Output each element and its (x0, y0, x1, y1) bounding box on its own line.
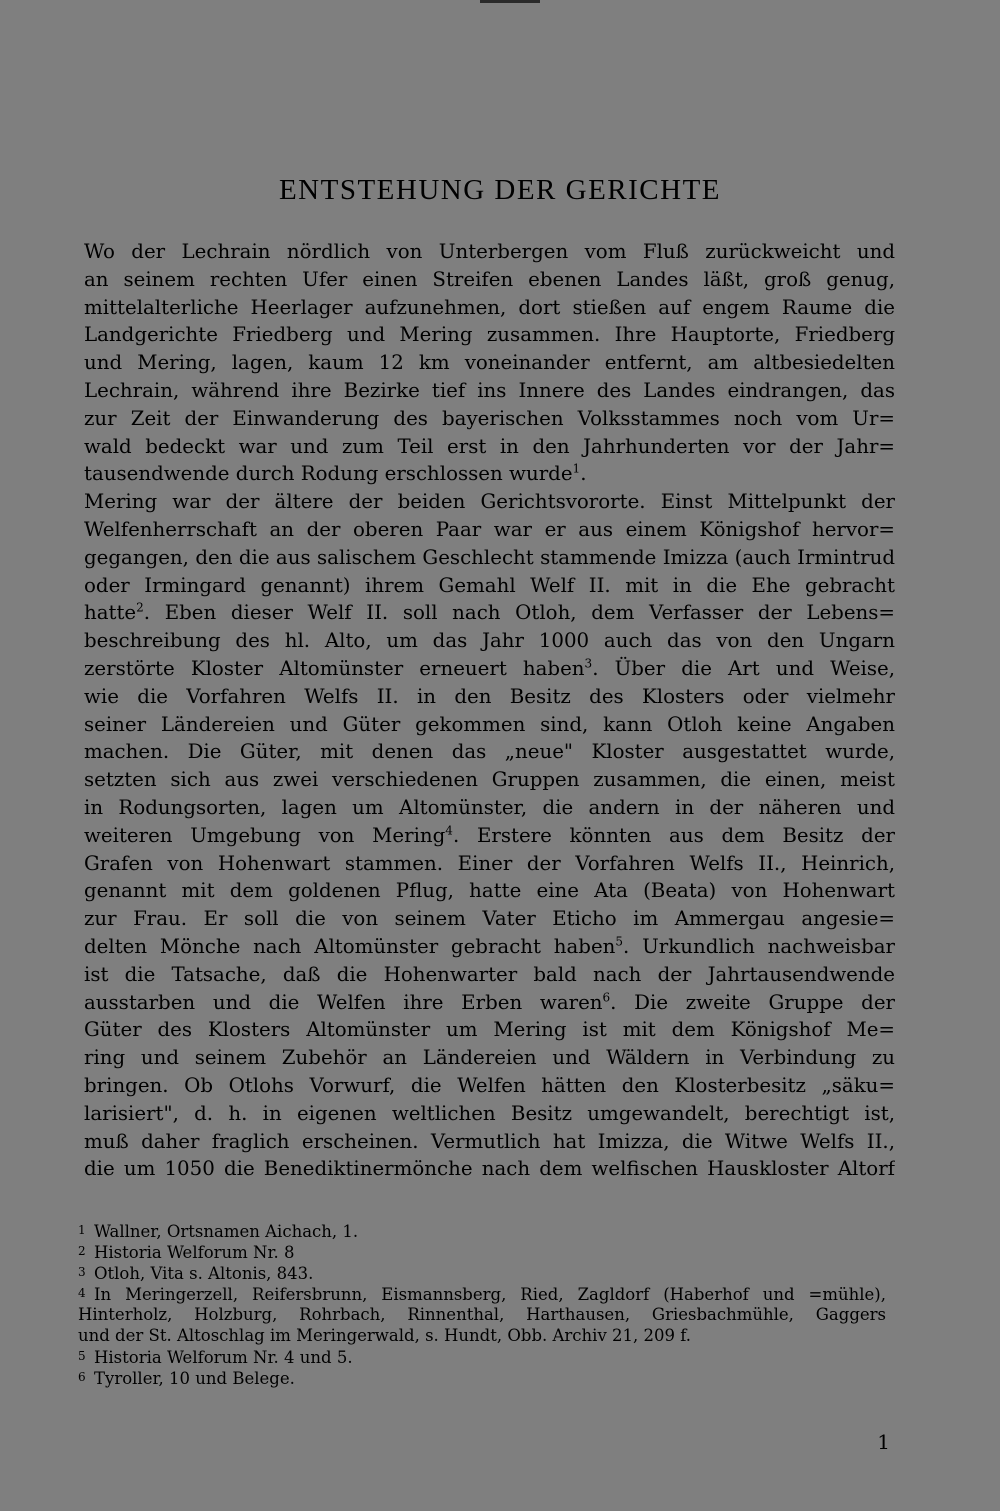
text-segment: . Eben dieser Welf II. soll nach Otloh, dem Verfasser der Lebens= (143, 601, 895, 625)
text-segment: bringen. Ob Otlohs Vorwurf, die Welfen hätten den Klosterbesitz „säku= (84, 1073, 895, 1097)
text-line (84, 905, 895, 933)
body-text (84, 238, 895, 1183)
footnote-line (78, 1283, 886, 1304)
text-segment: gegangen, den die aus salischem Geschlecht stammende Imizza (auch Irmintrud (84, 545, 895, 569)
scan-mark (480, 0, 540, 3)
footnote-text: Tyroller, 10 und Belege. (94, 1369, 295, 1388)
text-segment: ring und seinem Zubehör an Ländereien und Wäldern in Verbindung zu (84, 1046, 895, 1070)
chapter-title: ENTSTEHUNG DER GERICHTE (278, 174, 722, 206)
footnote-line (78, 1304, 886, 1325)
footnote-text: Otloh, Vita s. Altonis, 843. (94, 1264, 314, 1283)
text-segment: Welfenherrschaft an der oberen Paar war er aus einem Königshof hervor= (84, 517, 895, 541)
text-segment: beschreibung des hl. Alto, um das Jahr 1000 auch das von den Ungarn (84, 629, 895, 653)
text-line-last (84, 460, 895, 488)
text-line (84, 1155, 895, 1183)
text-line (84, 1044, 895, 1072)
footnote-6 (78, 1367, 886, 1388)
text-segment: in Rodungsorten, lagen um Altomünster, die andern in der näheren und (84, 795, 895, 819)
text-line: zur Zeit der Einwanderung des bayerischen Volksstammes noch vom Ur= (84, 406, 895, 430)
text-segment: ist die Tatsache, daß die Hohenwarter bald nach der Jahrtausendwende (84, 962, 895, 986)
text-segment: tausendwende durch Rodung erschlossen wurde (84, 462, 573, 486)
text-segment: setzten sich aus zwei verschiedenen Gruppen zusammen, die einen, meist (84, 768, 895, 792)
footnote-line (78, 1220, 886, 1241)
footnote-ref[interactable]: 2 (136, 600, 144, 615)
text-segment: larisiert", d. h. in eigenen weltlichen Besitz umgewandelt, berechtigt ist, (84, 1101, 895, 1125)
text-segment: ausstarben und die Welfen ihre Erben waren (84, 990, 603, 1014)
text-line (84, 738, 895, 766)
text-segment: . Urkundlich nachweisbar (623, 934, 895, 958)
footnote-number: 2 (78, 1244, 86, 1258)
text-line (84, 627, 895, 655)
text-line: Landgerichte Friedberg und Mering zusammen. Ihre Hauptorte, Friedberg (84, 323, 895, 347)
text-line (84, 961, 895, 989)
text-line (84, 989, 895, 1017)
text-segment: machen. Die Güter, mit denen das „neue" Kloster ausgestattet wurde, (84, 740, 895, 764)
footnotes (78, 1220, 886, 1388)
text-segment: hatte (84, 601, 137, 625)
text-segment: Güter des Klosters Altomünster um Mering ist mit dem Königshof Me= (84, 1018, 895, 1042)
text-line (84, 822, 895, 850)
footnote-2 (78, 1241, 886, 1262)
text-segment: Grafen von Hohenwart stammen. Einer der Vorfahren Welfs II., Heinrich, (84, 851, 895, 875)
text-line: und Mering, lagen, kaum 12 km voneinander entfernt, am altbesiedelten (84, 351, 895, 375)
footnote-text: In Meringerzell, Reifersbrunn, Eismannsberg, Ried, Zagldorf (Haberhof und =mühle), (94, 1285, 886, 1304)
footnote-line (78, 1367, 886, 1388)
text-line (84, 766, 895, 794)
text-line (84, 1128, 895, 1156)
text-line (84, 850, 895, 878)
text-segment: seiner Ländereien und Güter gekommen sind, kann Otloh keine Angaben (84, 712, 895, 736)
text-segment: . (580, 462, 587, 486)
text-line (84, 1072, 895, 1100)
footnote-ref[interactable]: 6 (602, 989, 611, 1004)
footnote-text: Wallner, Ortsnamen Aichach, 1. (94, 1222, 359, 1241)
footnote-ref[interactable]: 3 (584, 656, 593, 671)
footnote-line (78, 1346, 886, 1367)
footnote-line (78, 1241, 886, 1262)
text-segment: zerstörte Kloster Altomünster erneuert haben (84, 656, 585, 680)
footnote-4 (78, 1283, 886, 1346)
text-segment: muß daher fraglich erscheinen. Vermutlich hat Imizza, die Witwe Welfs II., (84, 1129, 895, 1153)
footnote-ref[interactable]: 1 (572, 461, 581, 476)
text-line (84, 877, 895, 905)
footnote-text: und der St. Altoschlag im Meringerwald, s. Hundt, Obb. Archiv 21, 209 f. (78, 1326, 692, 1345)
text-line (84, 1016, 895, 1044)
text-segment: delten Mönche nach Altomünster gebracht haben (84, 934, 616, 958)
text-line (84, 599, 895, 627)
footnote-ref[interactable]: 4 (445, 823, 453, 838)
text-line (84, 711, 895, 739)
text-segment: . Die zweite Gruppe der (610, 990, 895, 1014)
text-line (84, 933, 895, 961)
text-line: mittelalterliche Heerlager aufzunehmen, dort stießen auf engem Raume die (84, 295, 895, 319)
text-line: wald bedeckt war und zum Teil erst in den Jahrhunderten vor der Jahr= (84, 434, 895, 458)
paragraph-1 (84, 238, 895, 488)
text-segment: . Erstere könnten aus dem Besitz der (452, 823, 895, 847)
footnote-number: 1 (78, 1223, 86, 1237)
text-segment: zur Frau. Er soll die von seinem Vater Eticho im Ammergau angesie= (84, 907, 895, 931)
text-segment: wie die Vorfahren Welfs II. in den Besitz des Klosters oder vielmehr (84, 684, 895, 708)
text-line: Wo der Lechrain nördlich von Unterbergen vom Fluß zurückweicht und (84, 240, 895, 263)
footnote-text: Hinterholz, Holzburg, Rohrbach, Rinnenthal, Harthausen, Griesbachmühle, Gaggers (78, 1305, 886, 1324)
text-line: Lechrain, während ihre Bezirke tief ins Innere des Landes eindrangen, das (84, 378, 895, 402)
text-segment: weiteren Umgebung von Mering (84, 823, 446, 847)
text-line: an seinem rechten Ufer einen Streifen ebenen Landes läßt, groß genug, (84, 267, 895, 291)
text-line (84, 488, 895, 516)
text-line (84, 1100, 895, 1128)
footnote-3 (78, 1262, 886, 1283)
footnote-text: Historia Welforum Nr. 8 (94, 1243, 295, 1262)
text-segment: oder Irmingard genannt) ihrem Gemahl Welf II. mit in die Ehe gebracht (84, 573, 895, 597)
text-line (84, 655, 895, 683)
footnote-number: 5 (78, 1349, 86, 1363)
text-line (84, 572, 895, 600)
text-line (84, 544, 895, 572)
footnote-ref[interactable]: 5 (615, 934, 624, 949)
footnote-5 (78, 1346, 886, 1367)
footnote-number: 3 (78, 1265, 86, 1279)
text-segment: die um 1050 die Benediktinermönche nach dem welfischen Hauskloster Altorf (84, 1157, 895, 1181)
footnote-1 (78, 1220, 886, 1241)
footnote-number: 4 (78, 1286, 86, 1300)
text-segment: genannt mit dem goldenen Pflug, hatte eine Ata (Beata) von Hohenwart (84, 879, 895, 903)
text-line (84, 683, 895, 711)
paragraph-2 (84, 488, 895, 1183)
footnote-line (78, 1325, 886, 1346)
text-segment: Mering war der ältere der beiden Gerichtsvororte. Einst Mittelpunkt der (84, 490, 895, 514)
footnote-number: 6 (78, 1370, 86, 1384)
text-line (84, 794, 895, 822)
text-line (84, 516, 895, 544)
text-segment: . Über die Art und Weise, (592, 656, 895, 680)
footnote-line (78, 1262, 886, 1283)
page-number: 1 (877, 1430, 890, 1454)
footnote-text: Historia Welforum Nr. 4 und 5. (94, 1348, 353, 1367)
